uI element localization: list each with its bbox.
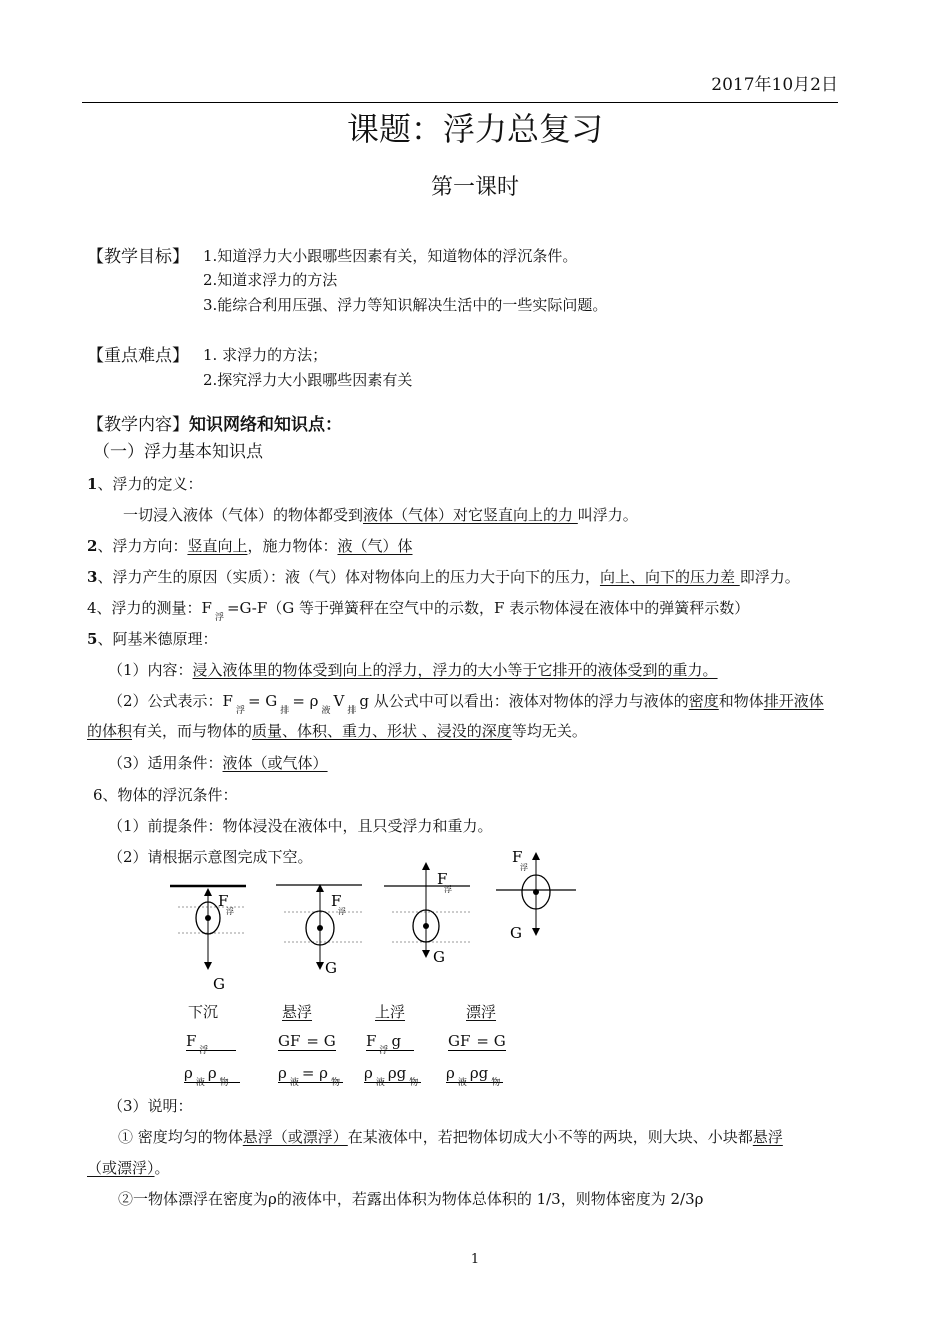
suspended-diagram	[276, 885, 362, 977]
force-up-label: F	[331, 892, 342, 910]
force-relation: $F_浮g$	[366, 1032, 414, 1051]
point-5-formula: （2）公式表示：$F_浮= G_排= \rho_液V_排g$ 从公式中可以看出：液体对物体的浮力与液体的密度和物体排开液体	[108, 692, 824, 716]
objective-item: 3.能综合利用压强、浮力等知识解决生活中的一些实际问题。	[203, 296, 608, 314]
content-label-bold: 知识网络和知识点：	[189, 415, 342, 435]
content-label: 【教学内容】	[87, 415, 189, 435]
point-5-formula-cont: 的体积有关，而与物体的质量、体积、重力、形状 、浸没的深度等均无关。	[87, 722, 587, 740]
notes-title: （3）说明：	[108, 1097, 193, 1115]
floating-diagram	[496, 848, 576, 942]
force-down-label: G	[510, 924, 522, 942]
page-number: 1	[470, 1252, 480, 1267]
keypoint-item: 2.探究浮力大小跟哪些因素有关	[203, 371, 413, 389]
state-label: 悬浮	[282, 1003, 313, 1021]
force-down-label: G	[325, 959, 337, 977]
force-down-label: G	[213, 975, 225, 993]
objective-item: 2.知道求浮力的方法	[203, 271, 338, 289]
density-relation: $\rho_液\rho g_物$	[446, 1064, 503, 1083]
page-subtitle: 第一课时	[430, 175, 519, 200]
force-up-label: F	[512, 848, 523, 866]
svg-text:浮: 浮	[444, 885, 452, 894]
svg-text:浮: 浮	[226, 907, 234, 916]
point-2: 2、浮力方向：竖直向上，施力物体：液（气）体	[87, 537, 413, 555]
point-6-diagram-prompt: （2）请根据示意图完成下空。	[108, 848, 313, 866]
state-label: 漂浮	[466, 1003, 497, 1021]
sinking-diagram	[170, 886, 246, 993]
svg-text:浮: 浮	[520, 863, 528, 872]
section-heading: （一）浮力基本知识点	[93, 442, 263, 462]
keypoint-item: 1. 求浮力的方法；	[203, 346, 328, 364]
page-title: 课题：浮力总复习	[346, 110, 603, 148]
point-1-title: 1、浮力的定义：	[87, 475, 203, 493]
note-2: ②一物体漂浮在密度为ρ的液体中，若露出体积为物体总体积的 1/3，则物体密度为 2/3ρ	[118, 1190, 704, 1208]
note-1-cont: （或漂浮）。	[87, 1159, 170, 1177]
force-up-label: F	[218, 892, 229, 910]
force-relation: $F_浮$	[186, 1032, 236, 1051]
point-4: 4、浮力的测量：$F_浮=G-F(G$ 等于弹簧秤在空气中的示数，F 表示物体浸在液体中的弹簧秤示数）	[87, 599, 750, 623]
state-label: 下沉	[188, 1003, 219, 1021]
force-down-label: G	[433, 948, 445, 966]
force-up-label: F	[437, 870, 448, 888]
point-3: 3、浮力产生的原因（实质）：液（气）体对物体向上的压力大于向下的压力，向上、向下的压力差 即浮力。	[87, 568, 800, 586]
note-1: ① 密度均匀的物体悬浮（或漂浮）在某液体中，若把物体切成大小不等的两块，则大块、小块都悬浮	[118, 1128, 783, 1146]
density-relation: $\rho_液\rho g_物$	[364, 1064, 421, 1083]
objectives-label: 【教学目标】	[87, 247, 189, 267]
point-6-title: 6、物体的浮沉条件：	[93, 786, 238, 804]
density-relation: $\rho_液= \rho_物$	[278, 1064, 343, 1083]
svg-text:浮: 浮	[338, 907, 346, 916]
point-5-content: （1）内容：浸入液体里的物体受到向上的浮力，浮力的大小等于它排开的液体受到的重力。	[108, 661, 718, 679]
objective-item: 1.知道浮力大小跟哪些因素有关，知道物体的浮沉条件。	[203, 247, 578, 265]
rising-diagram	[384, 866, 470, 966]
date: 2017年10月2日	[711, 75, 838, 95]
point-6-premise: （1）前提条件：物体浸没在液体中，且只受浮力和重力。	[108, 817, 493, 835]
point-5-title: 5、阿基米德原理：	[87, 630, 218, 648]
state-label: 上浮	[375, 1003, 406, 1021]
force-relation: GF = G	[448, 1032, 506, 1050]
density-relation: $\rho_液\rho_物$	[184, 1064, 240, 1083]
keypoints-label: 【重点难点】	[87, 346, 189, 366]
force-relation: GF = G	[278, 1032, 336, 1050]
point-1-text: 一切浸入液体（气体）的物体都受到液体（气体）对它竖直向上的力 叫浮力。	[123, 506, 638, 524]
point-5-condition: （3）适用条件：液体（或气体）	[108, 754, 328, 772]
